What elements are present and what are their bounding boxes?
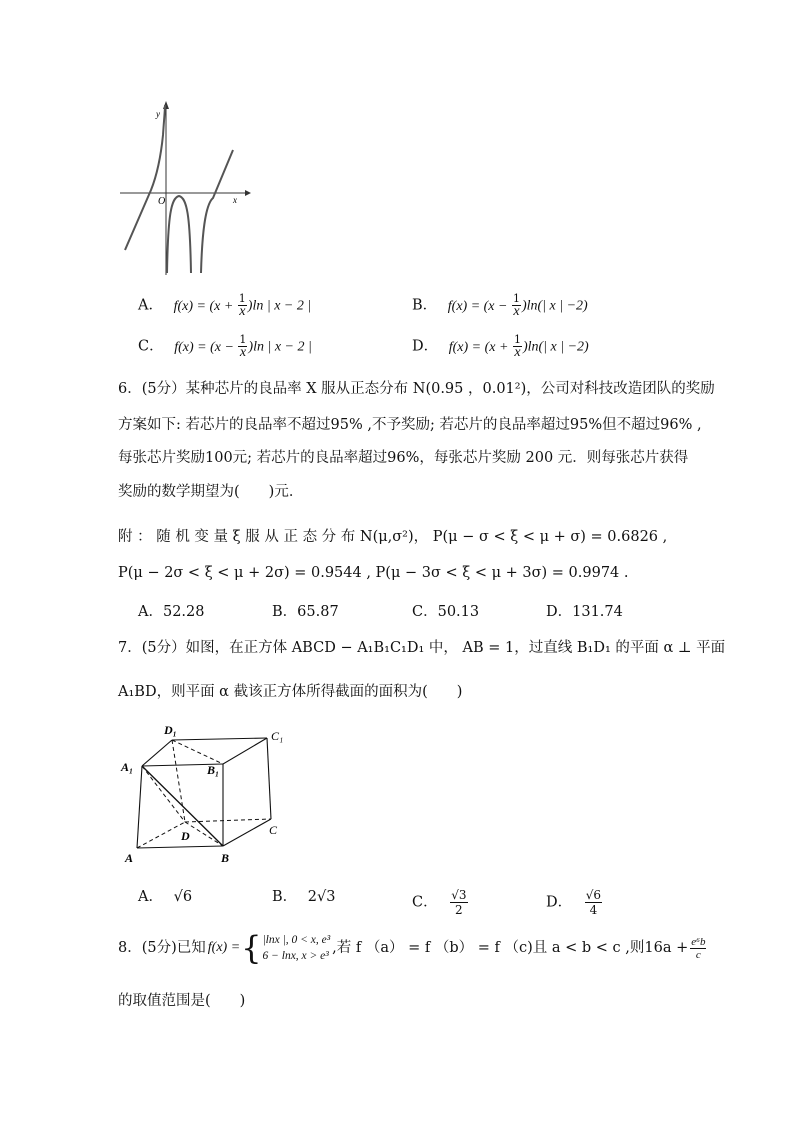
piecewise-case-1: |lnx |, 0 < x, e³ — [262, 934, 331, 946]
label-d: D — [181, 829, 190, 843]
option-expression-pre: f(x) = (x + — [173, 298, 237, 314]
segment-a1-d — [142, 766, 185, 822]
label-a1: A₁ — [121, 760, 134, 774]
option-letter: D． — [546, 894, 573, 911]
curve-left-branch — [125, 105, 165, 250]
fraction — [238, 293, 247, 318]
option-letter: A． — [138, 889, 163, 905]
q6-appendix-1: 附 ： 随 机 变 量 ξ 服 从 正 态 分 布 N(μ,σ²)， P(μ − σ < ξ < μ + σ) = 0.6826 , — [118, 529, 668, 545]
option-expression-pre: f(x) = (x + — [448, 339, 512, 355]
option-value: √6 — [173, 889, 193, 905]
fraction-numerator: 1 — [512, 292, 520, 305]
edge-a-b — [137, 846, 223, 848]
curve-right-branch — [201, 150, 233, 273]
fraction — [513, 334, 522, 359]
edge-a1-a — [137, 766, 142, 848]
option-letter: B． — [272, 889, 298, 905]
label-a: A — [125, 851, 134, 865]
piecewise-case-2: 6 − lnx, x > e³ — [262, 950, 329, 962]
q6-option-d[interactable]: D．131.74 — [546, 604, 623, 620]
q6-option-b[interactable]: B．65.87 — [272, 604, 339, 620]
piecewise-cases — [263, 932, 331, 964]
fraction — [450, 888, 467, 917]
label-b: B — [221, 851, 230, 865]
edge-b1-c1 — [223, 738, 267, 764]
label-d1: D₁ — [164, 723, 177, 737]
option-letter: C． — [412, 894, 438, 911]
curve-middle-branch-1 — [167, 196, 191, 273]
q5-option-c[interactable] — [138, 334, 312, 359]
fraction — [690, 936, 706, 961]
option-expression-post: )ln(| x | −2) — [522, 339, 589, 355]
piecewise-brace: { — [241, 929, 262, 967]
q7-option-b[interactable] — [272, 888, 335, 906]
option-expression-post: )ln | x − 2 | — [247, 298, 312, 314]
option-letter: C． — [138, 338, 164, 355]
segment-d1-b1 — [172, 740, 223, 764]
q6-option-c[interactable]: C．50.13 — [412, 604, 480, 620]
segment-d-b — [185, 822, 223, 846]
q8-function-name: f(x) = — [207, 940, 241, 955]
x-axis-arrow — [245, 190, 251, 196]
q7-option-a[interactable] — [138, 888, 192, 906]
q8-line-1 — [118, 929, 707, 967]
q6-appendix-2: P(μ − 2σ < ξ < μ + 2σ) = 0.9544 , P(μ − 3σ < ξ < μ + 3σ) = 0.9974 . — [118, 565, 629, 581]
label-c1: C₁ — [271, 729, 284, 743]
fraction-numerator: √6 — [585, 888, 602, 902]
fraction-denominator: x — [513, 304, 520, 319]
cube-figure — [115, 718, 295, 866]
edge-b-c — [223, 819, 271, 846]
fraction-denominator: 4 — [589, 903, 598, 917]
q6-option-a[interactable]: A．52.28 — [138, 604, 205, 620]
fraction-denominator: 2 — [455, 903, 463, 917]
origin-label: O — [158, 196, 166, 207]
fraction-denominator: x — [239, 304, 246, 319]
option-expression-pre: f(x) = (x − — [174, 339, 238, 355]
option-letter: D． — [412, 338, 439, 355]
edge-a1-d1 — [142, 740, 172, 766]
edge-a-d — [137, 822, 185, 848]
option-letter: B． — [412, 297, 438, 314]
fraction — [585, 888, 602, 917]
fraction-numerator: e⁶b — [691, 935, 706, 948]
q7-line-2: A₁BD，则平面 α 截该正方体所得截面的面积为( ) — [118, 684, 463, 700]
fraction-denominator: c — [695, 948, 701, 961]
fraction — [238, 334, 247, 359]
option-letter: A． — [138, 297, 163, 314]
option-expression-post: )ln | x − 2 | — [248, 339, 312, 355]
option-expression-post: )ln(| x | −2) — [521, 298, 588, 314]
q6-line-3: 每张芯片奖励100元; 若芯片的良品率超过96%，每张芯片奖励 200 元．则每张芯片获得 — [118, 450, 689, 466]
label-b1: B₁ — [207, 763, 220, 777]
function-graph — [115, 95, 255, 280]
q6-line-2: 方案如下: 若芯片的良品率不超过95% ,不予奖励; 若芯片的良品率超过95%但不超过96% , — [118, 417, 702, 433]
fraction-numerator: 1 — [239, 333, 247, 346]
q7-option-d[interactable] — [546, 888, 603, 917]
q5-option-d[interactable] — [412, 334, 589, 359]
q6-line-1: 6．(5分）某种芯片的良品率 X 服从正态分布 N(0.95 ，0.01²)，公司对科技改造团队的奖励 — [118, 381, 715, 397]
q5-option-a[interactable] — [138, 293, 311, 318]
q7-line-1: 7．(5分）如图，在正方体 ABCD − A₁B₁C₁D₁ 中， AB = 1，过直线 B₁D₁ 的平面 α ⊥ 平面 — [118, 640, 726, 656]
q7-option-c[interactable] — [412, 888, 469, 917]
q5-option-b[interactable] — [412, 293, 588, 318]
q8-prefix: 8．(5分)已知 — [118, 940, 206, 956]
option-value: 2√3 — [307, 889, 336, 905]
fraction — [512, 293, 521, 318]
edge-d1-c1 — [172, 738, 267, 740]
q6-line-4: 奖励的数学期望为( )元． — [118, 484, 304, 500]
q8-condition: ,若 f （a） = f （b） = f （c)且 a < b < c ,则16a + — [332, 940, 689, 956]
option-expression-pre: f(x) = (x − — [447, 298, 511, 314]
fraction-denominator: x — [514, 345, 521, 360]
fraction-numerator: √3 — [451, 888, 467, 902]
y-axis-label: y — [156, 109, 160, 119]
edge-d1-d — [172, 740, 185, 822]
fraction-numerator: 1 — [238, 292, 246, 305]
fraction-numerator: 1 — [513, 333, 521, 346]
fraction-denominator: x — [239, 345, 247, 360]
label-c: C — [269, 823, 278, 837]
x-axis-label: x — [233, 195, 237, 205]
edge-c1-c — [267, 738, 271, 819]
q8-line-2: 的取值范围是( ) — [118, 993, 246, 1009]
